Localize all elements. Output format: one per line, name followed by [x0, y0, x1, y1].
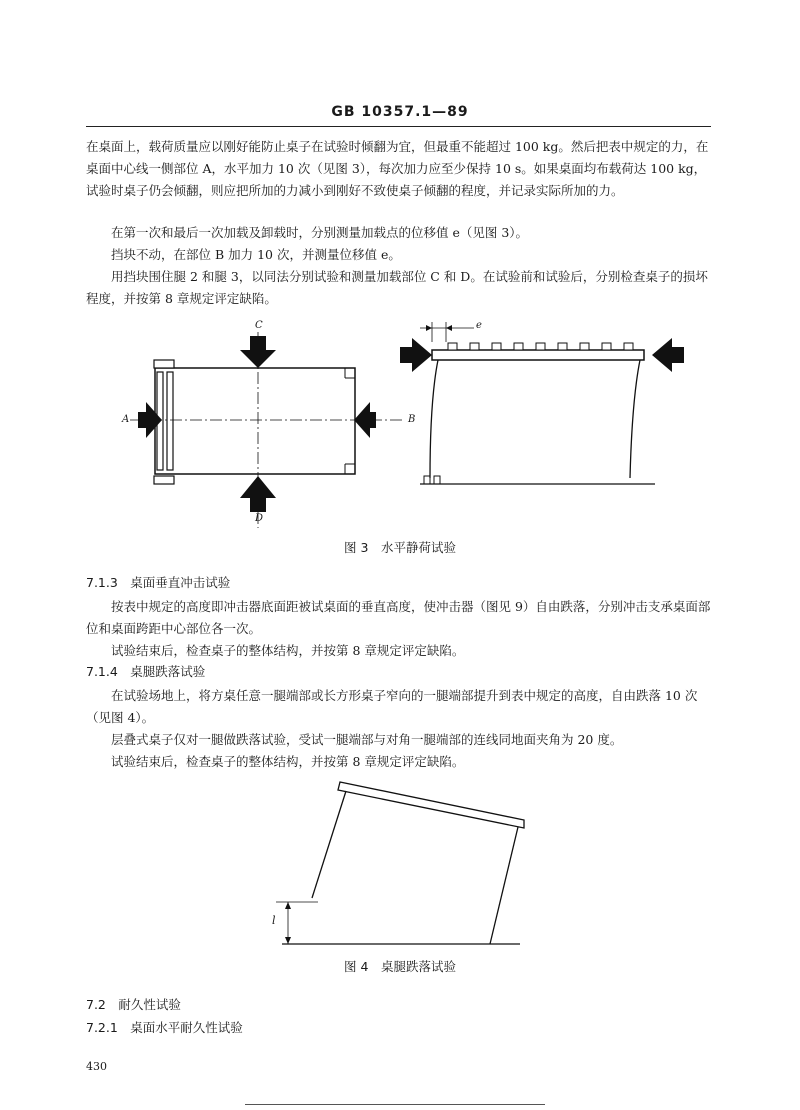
figure-4-caption: 图 4 桌腿跌落试验 — [344, 959, 456, 974]
section-7-1-3-heading: 7.1.3 桌面垂直冲击试验 — [86, 575, 231, 590]
force-arrow-c — [240, 336, 276, 368]
bottom-rule — [245, 1104, 545, 1105]
stopper-block — [154, 476, 174, 484]
table-top-plan — [155, 368, 355, 474]
label-d: D — [255, 513, 264, 524]
table-leg-left — [430, 360, 438, 478]
table-top-elevation — [432, 350, 644, 360]
ground-leg — [490, 827, 518, 944]
stopper-block — [167, 372, 173, 470]
table-leg-right — [630, 360, 640, 478]
label-e: e — [476, 320, 482, 331]
standard-header: GB 10357.1—89 — [331, 104, 469, 120]
section-7-1-4-heading: 7.1.4 桌腿跌落试验 — [86, 664, 206, 679]
paragraph-4: 用挡块围住腿 2 和腿 3，以同法分别试验和测量加载部位 C 和 D。在试验前和试验后，分别检查桌子的损坏程度，并按第 8 章规定评定缺陷。 — [86, 269, 708, 306]
label-a: A — [122, 414, 130, 425]
section-7-1-4-paragraph-2: 层叠式桌子仅对一腿做跌落试验，受试一腿端部与对角一腿端部的连线同地面夹角为 20 度。 — [111, 732, 623, 747]
paragraph-2: 在第一次和最后一次加载及卸载时，分别测量加载点的位移值 e（见图 3）。 — [111, 225, 529, 240]
force-arrow-d — [240, 476, 276, 512]
label-b: B — [408, 414, 416, 425]
raised-leg — [312, 791, 346, 898]
label-height: l — [272, 914, 276, 927]
foot-stopper — [424, 476, 440, 484]
section-7-1-4-paragraph-1: 在试验场地上，将方桌任意一腿端部或长方形桌子窄向的一腿端部提升到表中规定的高度，自由跌落 10 次（见图 4）。 — [86, 688, 698, 725]
figure-3-caption: 图 3 水平静荷试验 — [344, 540, 456, 555]
section-7-1-3-paragraph-2: 试验结束后，检查桌子的整体结构，并按第 8 章规定评定缺陷。 — [111, 643, 465, 658]
section-7-2-1-heading: 7.2.1 桌面水平耐久性试验 — [86, 1020, 243, 1035]
tilted-table-top — [338, 782, 524, 828]
paragraph-1: 在桌面上，载荷质量应以刚好能防止桌子在试验时倾翻为宜，但最重不能超过 100 kg。然后把表中规定的力，在桌面中心线一侧部位 A，水平加力 10 次（见图 3），每次加力应至少保持 10 s。如果桌面均布载荷达 100 kg，试验时桌子仍会倾翻，则应把所加的力减小到刚好不致使桌子倾翻的程度，并记录实际所加的力。 — [86, 139, 709, 198]
stopper-block — [154, 360, 174, 368]
section-7-1-3-paragraph-1: 按表中规定的高度即冲击器底面距被试桌面的垂直高度，使冲击器（图见 9）自由跌落，分别冲击支承桌面部位和桌面跨距中心部位各一次。 — [86, 599, 711, 636]
force-arrow-b — [354, 402, 376, 438]
elevation-stopper-arrow — [652, 338, 684, 372]
section-7-1-4-paragraph-3: 试验结束后，检查桌子的整体结构，并按第 8 章规定评定缺陷。 — [111, 754, 465, 769]
load-weights — [448, 343, 633, 350]
page-number: 430 — [86, 1060, 107, 1073]
elevation-force-arrow — [400, 338, 432, 372]
section-7-2-heading: 7.2 耐久性试验 — [86, 997, 181, 1012]
paragraph-3: 挡块不动，在部位 B 加力 10 次，并测量位移值 e。 — [111, 247, 401, 262]
figure-4 — [276, 782, 524, 944]
label-c: C — [255, 320, 263, 331]
